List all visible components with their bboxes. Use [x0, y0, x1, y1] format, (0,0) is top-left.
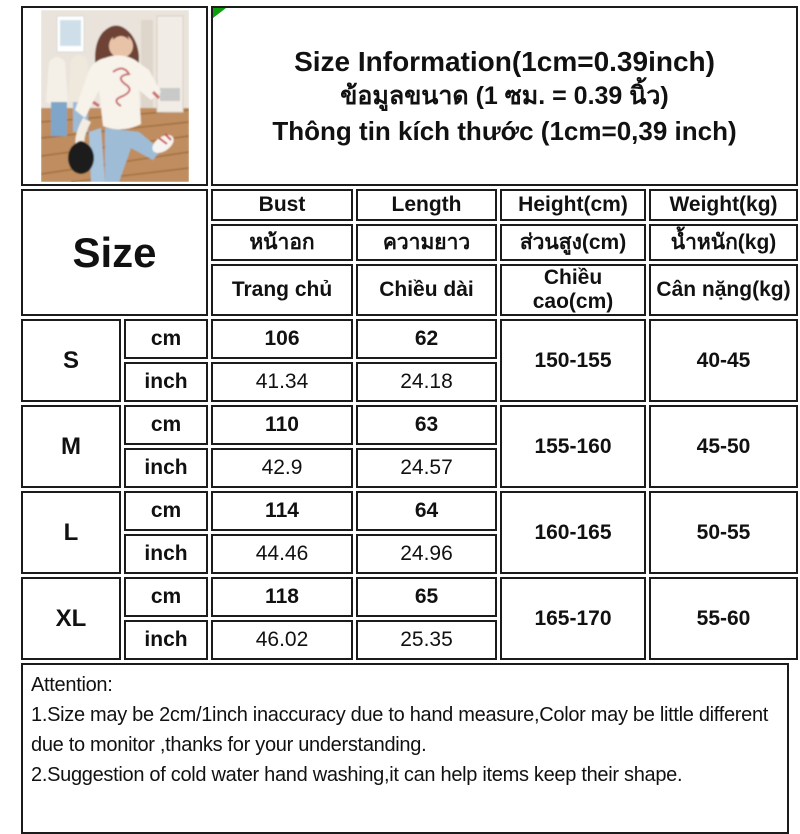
header-height-th: ส่วนสูง(cm) — [500, 224, 646, 261]
s-bust-cm: 106 — [211, 319, 353, 359]
header-length-vi: Chiều dài — [356, 264, 497, 316]
size-label-s: S — [62, 346, 79, 374]
unit-label-inch: inch — [124, 448, 208, 488]
s-bust-inch: 41.34 — [211, 362, 353, 402]
header-length-en: Length — [356, 189, 497, 221]
size-corner-label: Size — [72, 228, 157, 276]
title-english: Size Information(1cm=0.39inch) — [294, 45, 715, 77]
title-cell — [211, 6, 798, 186]
attention-line-1: 1.Size may be 2cm/1inch inaccuracy due to hand measure,Color may be little different due to monitor ,thanks for your understanding. — [31, 704, 769, 756]
attention-line-2: 2.Suggestion of cold water hand washing,it can help items keep their shape. — [31, 764, 683, 786]
header-height-en: Height(cm) — [500, 189, 646, 221]
unit-label-inch: inch — [124, 620, 208, 660]
header-height-vi: Chiều cao(cm) — [500, 264, 646, 316]
s-length-inch: 24.18 — [356, 362, 497, 402]
xl-weight-range: 55-60 — [649, 577, 798, 660]
green-corner-marker-icon — [213, 8, 226, 18]
header-bust-en: Bust — [211, 189, 353, 221]
s-weight-range: 40-45 — [649, 319, 798, 402]
table-row-xl-cm — [21, 577, 798, 617]
m-bust-inch: 42.9 — [211, 448, 353, 488]
l-bust-cm: 114 — [211, 491, 353, 531]
size-table — [18, 3, 800, 663]
table-row-m-cm — [21, 405, 798, 445]
table-row-l-cm — [21, 491, 798, 531]
m-height-range: 155-160 — [500, 405, 646, 488]
unit-label-cm: cm — [124, 319, 208, 359]
product-photo — [23, 10, 206, 182]
attention-note — [21, 663, 789, 834]
header-length-th: ความยาว — [356, 224, 497, 261]
xl-length-inch: 25.35 — [356, 620, 497, 660]
m-bust-cm: 110 — [211, 405, 353, 445]
title-thai: ข้อมูลขนาด (1 ซม. = 0.39 นิ้ว) — [340, 82, 669, 111]
size-label-m: M — [61, 432, 81, 460]
unit-label-inch: inch — [124, 362, 208, 402]
xl-height-range: 165-170 — [500, 577, 646, 660]
product-photo-cell — [21, 6, 208, 186]
table-row-s-cm — [21, 319, 798, 359]
header-bust-vi: Trang chủ — [211, 264, 353, 316]
unit-label-cm: cm — [124, 577, 208, 617]
header-weight-vi: Cân nặng(kg) — [649, 264, 798, 316]
unit-label-cm: cm — [124, 491, 208, 531]
size-label-xl: XL — [55, 604, 87, 632]
title-vietnamese: Thông tin kích thước (1cm=0,39 inch) — [272, 116, 737, 147]
s-height-range: 150-155 — [500, 319, 646, 402]
size-corner-cell — [21, 189, 208, 316]
unit-label-inch: inch — [124, 534, 208, 574]
l-bust-inch: 44.46 — [211, 534, 353, 574]
header-weight-th: น้ำหนัก(kg) — [649, 224, 798, 261]
l-height-range: 160-165 — [500, 491, 646, 574]
m-length-cm: 63 — [356, 405, 497, 445]
xl-bust-inch: 46.02 — [211, 620, 353, 660]
l-weight-range: 50-55 — [649, 491, 798, 574]
xl-length-cm: 65 — [356, 577, 497, 617]
header-bust-th: หน้าอก — [211, 224, 353, 261]
s-length-cm: 62 — [356, 319, 497, 359]
m-weight-range: 45-50 — [649, 405, 798, 488]
xl-bust-cm: 118 — [211, 577, 353, 617]
model-photo-illustration — [41, 10, 189, 182]
m-length-inch: 24.57 — [356, 448, 497, 488]
l-length-cm: 64 — [356, 491, 497, 531]
header-weight-en: Weight(kg) — [649, 189, 798, 221]
unit-label-cm: cm — [124, 405, 208, 445]
attention-heading: Attention: — [31, 674, 113, 696]
size-label-l: L — [63, 518, 79, 546]
l-length-inch: 24.96 — [356, 534, 497, 574]
